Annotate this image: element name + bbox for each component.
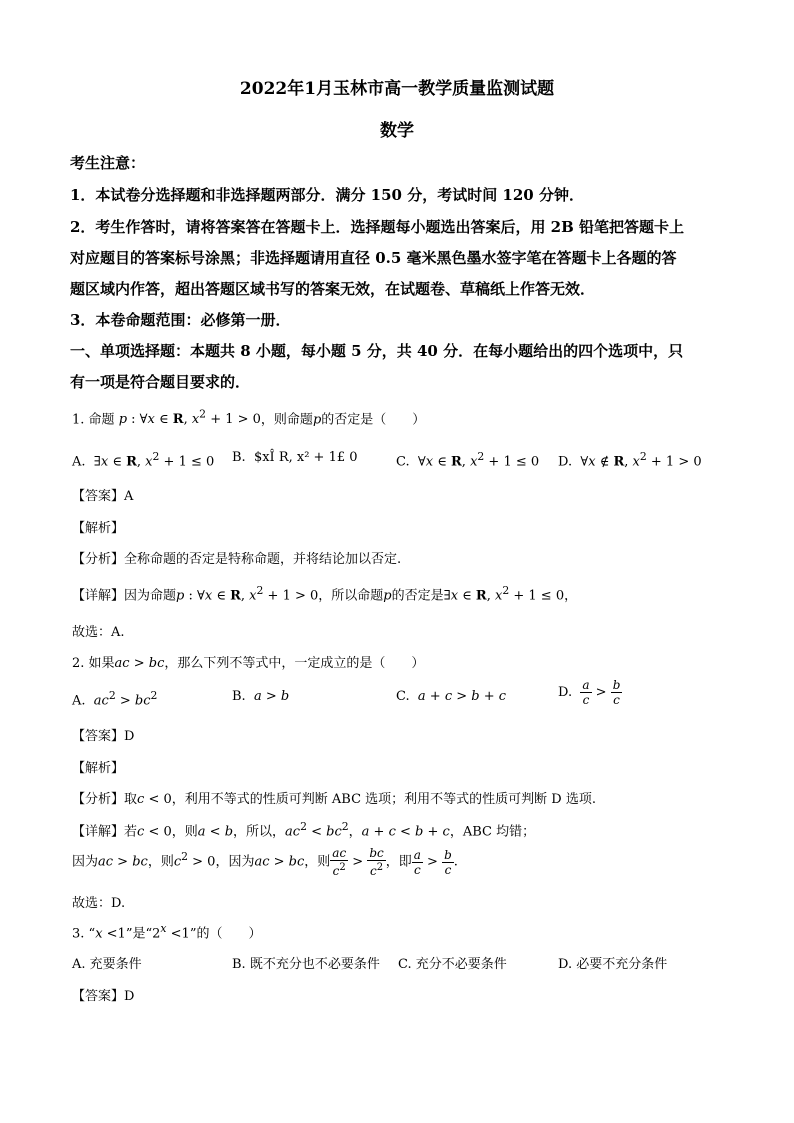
q3-stem-end: ”的（ ）: [189, 926, 262, 942]
q1-stem-end: 的否定是（ ）: [321, 412, 426, 428]
q3-stem-mid: ”是“: [125, 926, 153, 942]
q1-detail-label: 【详解】: [72, 588, 125, 604]
q1-choose-value: A.: [111, 625, 125, 640]
q2-fenxi-prefix: 取: [124, 792, 138, 807]
q3-answer: [72, 985, 134, 1004]
q1-option-c: C. ∀x ∈ R, $x^2 + 1 \le 0$: [396, 450, 540, 470]
q2-choose: [72, 892, 125, 911]
notice-heading: 考生注意：: [70, 154, 146, 172]
q1-answer-label: 【答案】: [72, 489, 125, 504]
q2-fenxi: 【分析】取c < 0，利用不等式的性质可判断 ABC 选项；利用不等式的性质可判断 D 选项.: [72, 792, 596, 807]
q2-line2-mid2: ，因为: [215, 854, 255, 870]
q2-stem-suffix: ，那么下列不等式中，一定成立的是（ ）: [164, 656, 425, 671]
q3-option-c: C. 充分不必要条件: [398, 957, 507, 972]
q2-option-b-label: B.: [232, 689, 246, 704]
q2-answer-value: D: [124, 729, 135, 744]
q1-option-d: D. ∀x ∉ R, $x^2 + 1 > 0$: [558, 450, 702, 470]
q1-fenxi-label: 【分析】: [72, 552, 125, 567]
q2-detail-prefix: 若: [124, 824, 138, 840]
q1-detail-mid: ，所以命题: [318, 588, 384, 604]
q2-detail: 【详解】若c < 0，则a < b，所以，$ac^2 < bc^2$，a + c < b + c，ABC 均错；: [72, 820, 536, 840]
question-2-stem: 2. 如果ac > bc，那么下列不等式中，一定成立的是（ ）: [72, 656, 425, 671]
q2-line2-prefix: 因为: [72, 854, 99, 870]
q2-option-c: C. a + c > b + c: [396, 689, 507, 704]
q3-stem-prefix: 3. “: [72, 926, 96, 942]
q1-detail-mid2: 的否定是: [391, 588, 444, 604]
section-heading-line-1: 一、单项选择题：本题共 8 小题，每小题 5 分，共 40 分．在每小题给出的四个选项中，只: [70, 342, 684, 360]
q2-detail-mid2: ，所以，: [233, 824, 286, 840]
q1-option-b-label: B.: [232, 450, 246, 465]
q1-fenxi-text: 全称命题的否定是特称命题，并将结论加以否定.: [124, 552, 402, 567]
notice-item-3: 3．本卷命题范围：必修第一册．: [70, 311, 291, 329]
q2-detail-end: ，ABC 均错；: [449, 824, 536, 840]
q2-option-a-label: A.: [72, 693, 86, 709]
q1-answer-value: A: [124, 489, 134, 504]
q1-option-a: A. ∃x ∈ R, $x^2 + 1 \le 0$: [72, 450, 215, 470]
q1-option-d-label: D.: [558, 454, 573, 470]
q3-option-b: B. 既不充分也不必要条件: [232, 957, 380, 972]
notice-item-2-line-2: 对应题目的答案标号涂黑；非选择题请用直径 0.5 毫米黑色墨水签字笔在答题卡上各题的答: [70, 249, 677, 267]
q2-option-c-label: C.: [396, 689, 410, 704]
q2-fenxi-suffix: ，利用不等式的性质可判断 ABC 选项；利用不等式的性质可判断 D 选项.: [171, 792, 596, 807]
q2-line2-mid3: ，则: [304, 854, 331, 870]
exam-title: 2022年1月玉林市高一教学质量监测试题: [239, 79, 555, 99]
q1-math-p: p: [312, 412, 322, 428]
q2-line2-mid: ，则: [147, 854, 174, 870]
q1-detail-prefix: 因为命题: [124, 588, 177, 604]
q2-detail-label: 【详解】: [72, 824, 125, 840]
q1-option-a-label: A.: [72, 454, 86, 470]
section-heading-line-2: 有一项是符合题目要求的．: [70, 373, 251, 391]
q2-option-d: D. $\frac{a}{c}$ > $\frac{b}{c}$: [558, 678, 621, 707]
q3-answer-value: D: [124, 989, 135, 1004]
q1-option-c-label: C.: [396, 454, 410, 470]
q1-analysis-label: 【解析】: [72, 521, 125, 536]
q1-option-b: [232, 450, 358, 465]
q2-choose-prefix: 故选：: [72, 896, 112, 911]
q2-line2-mid4: ，即: [385, 854, 412, 870]
q2-analysis-label: 【解析】: [72, 761, 125, 776]
q2-fenxi-label: 【分析】: [72, 792, 125, 807]
notice-item-1: 1．本试卷分选择题和非选择题两部分．满分 150 分，考试时间 120 分钟．: [70, 186, 584, 204]
q1-stem-suffix: ，则命题: [260, 412, 313, 428]
q1-stem-prefix: 1. 命题: [72, 412, 115, 428]
q2-answer: [72, 725, 134, 744]
q3-answer-label: 【答案】: [72, 989, 125, 1004]
q2-answer-label: 【答案】: [72, 729, 125, 744]
question-1-stem: [72, 408, 425, 427]
q1-choose-prefix: 故选：: [72, 625, 112, 640]
q1-answer: [72, 485, 133, 504]
q1-math-proposition: p : ∀x ∈ R, $x^2 + 1 > 0$: [118, 408, 261, 428]
q2-stem-prefix: 2. 如果: [72, 656, 115, 671]
q2-option-d-label: D.: [558, 685, 573, 700]
subject-title: 数学: [380, 121, 414, 141]
notice-item-2-line-1: 2．考生作答时，请将答案答在答题卡上．选择题每小题选出答案后，用 2B 铅笔把答题卡上: [70, 218, 685, 236]
q2-detail-line-2: 因为ac > bc，则$c^2 > 0$，因为ac > bc，则 $\frac{ac}{c^2}$ > $\frac{bc}{c^2}$ ，即 $\frac{a}{c}$ > $\frac{b}{c}$ .: [72, 846, 458, 878]
notice-item-2-line-3: 题区域内作答，超出答题区域书写的答案无效，在试题卷、草稿纸上作答无效．: [70, 280, 596, 298]
q3-option-d: D. 必要不充分条件: [558, 957, 668, 972]
question-3-stem: 3. “x <1”是“$2^x <1$”的（ ）: [72, 922, 262, 942]
q2-option-b: B. a > b: [232, 689, 290, 704]
q1-option-b-text: $xÎ R, x² + 1£ 0: [253, 450, 358, 465]
q2-choose-value: D.: [111, 896, 126, 911]
q3-option-a: A. 充要条件: [72, 957, 142, 972]
q2-option-a: A. $ac^2 > bc^2$: [72, 689, 158, 709]
q1-fenxi: [72, 548, 401, 567]
q1-detail: 【详解】因为命题p : ∀x ∈ R, $x^2 + 1 > 0$，所以命题p的否定是∃x ∈ R, $x^2 + 1 \le 0$，: [72, 584, 578, 604]
q2-detail-mid: ，则: [171, 824, 198, 840]
q1-choose: [72, 621, 125, 640]
